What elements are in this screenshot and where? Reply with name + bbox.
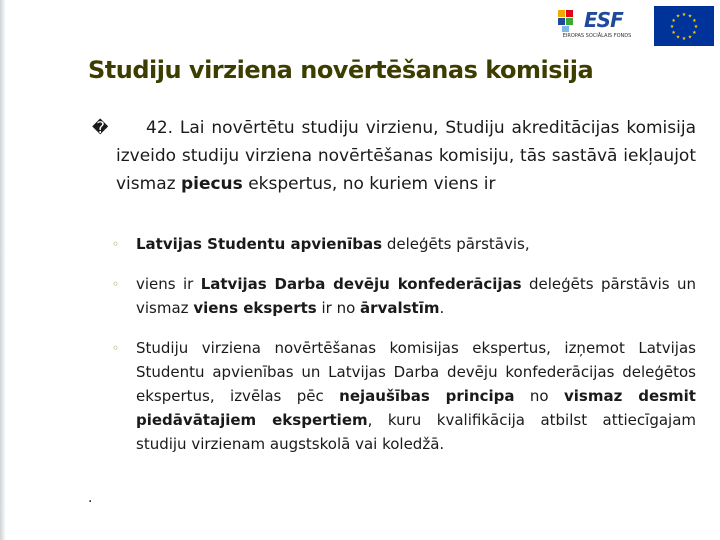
eu-star-icon: ★ <box>687 13 693 20</box>
main-point-bold-word: piecus <box>180 174 243 194</box>
emphasis-text: viens eksperts <box>193 299 317 317</box>
eu-star-icon: ★ <box>671 18 676 24</box>
emphasis-text: Latvijas Studentu apvienības <box>136 235 383 253</box>
main-bullet: � <box>92 118 109 137</box>
eu-star-icon: ★ <box>681 36 687 42</box>
body-text: viens ir <box>136 275 201 293</box>
emphasis-text: ārvalstīm <box>360 299 440 317</box>
eu-star-icon: ★ <box>692 18 697 24</box>
eu-star-icon: ★ <box>692 30 697 36</box>
eu-star-icon: ★ <box>687 34 693 41</box>
eu-star-icon: ★ <box>669 24 675 30</box>
esf-caption: EIROPAS SOCIĀLAIS FONDS <box>562 33 632 39</box>
sub-bullet-icon: ◦ <box>112 277 120 291</box>
page-title: Studiju virziena novērtēšanas komisija <box>88 56 594 84</box>
footer-mark: . <box>88 490 93 506</box>
esf-logo <box>556 6 636 48</box>
list-item <box>112 336 696 456</box>
slide-edge-decoration <box>0 0 6 540</box>
body-text: deleģēts pārstāvis un vismaz <box>136 275 696 317</box>
emphasis-text: Latvijas Darba devēju konfederācijas <box>200 275 522 293</box>
eu-star-icon: ★ <box>675 13 681 20</box>
sub-bullet-icon: ◦ <box>112 237 120 251</box>
esf-letters: ESF <box>584 8 623 32</box>
body-text: , kuru kvalifikācija atbilst attiecīgajam studiju virzienam augstskolā vai koledžā. <box>136 411 697 453</box>
body-text: no <box>514 387 565 405</box>
sub-list <box>112 232 696 456</box>
list-item <box>112 232 696 256</box>
emphasis-text: vismaz desmit piedāvātajiem ekspertiem <box>136 387 696 429</box>
body-text: Studiju virziena novērtēšanas komisijas ekspertus, izņemot Latvijas Studentu apvienības un Latvijas Darba devēju konfederācijas deleģētos ekspertus, izvēlas pēc <box>136 339 696 405</box>
sub-bullet-icon: ◦ <box>112 341 120 355</box>
main-point <box>92 114 696 198</box>
eu-star-icon: ★ <box>671 30 676 36</box>
body-text: . <box>439 299 445 317</box>
main-point-text-after: ekspertus, no kuriem viens ir <box>248 174 496 194</box>
eu-flag-icon <box>654 6 714 46</box>
main-point-body <box>92 114 696 198</box>
list-item <box>112 272 696 320</box>
emphasis-text: nejaušības principa <box>339 387 515 405</box>
main-point-text: Lai novērtētu studiju virzienu, Studiju akreditācijas komisija izveido studiju virziena novērtēšanas komisiju, tās sastāvā iekļaujot vismaz <box>116 118 697 194</box>
eu-star-icon: ★ <box>693 24 699 30</box>
eu-star-icon: ★ <box>681 12 687 18</box>
point-number: 42. <box>146 118 174 138</box>
eu-star-icon: ★ <box>675 34 681 41</box>
esf-mark-icon <box>556 6 584 34</box>
body-text: deleģēts pārstāvis, <box>382 235 530 253</box>
body-text: ir no <box>316 299 361 317</box>
